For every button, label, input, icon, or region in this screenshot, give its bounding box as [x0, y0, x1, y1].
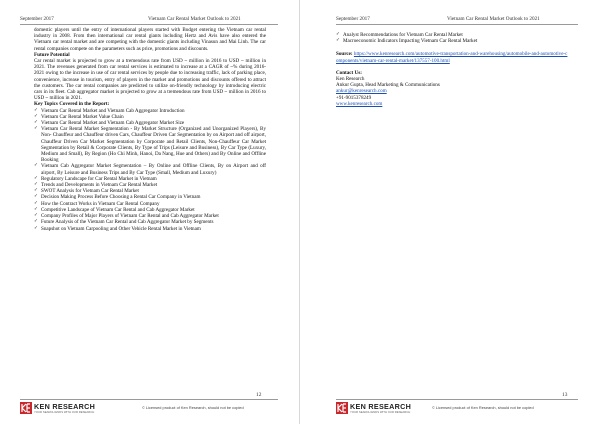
- ken-research-logo-icon: [336, 402, 348, 414]
- topic-text: Vietnam Car Rental Market and Vietnam Cab Aggregator Introduction: [41, 107, 185, 114]
- checkmark-icon: ✓: [34, 182, 38, 188]
- header-rule-right: [336, 24, 578, 25]
- topic-list-item: [34, 226, 266, 232]
- topic-text: Vietnam Car Rental Market and Vietnam Cab Aggregator Market Size: [41, 120, 185, 127]
- checkmark-icon: ✓: [336, 38, 340, 44]
- source-block: [336, 51, 568, 63]
- contact-website-link[interactable]: www.kenresearch.com: [336, 100, 383, 107]
- topic-text: Snapshot on Vietnam Carpooling and Other Vehicle Rental Market in Vietnam: [41, 225, 201, 232]
- topic-text: SWOT Analysis for Vietnam Car Rental Market: [41, 188, 139, 195]
- key-topics-heading: Key Topics Covered in the Report:: [34, 101, 110, 108]
- licensed-notice-left: [142, 405, 244, 410]
- topic-list-item: [336, 38, 568, 44]
- contact-company: Ken Research: [336, 76, 365, 83]
- page-number-left: 12: [256, 392, 262, 398]
- checkmark-icon: ✓: [34, 126, 38, 132]
- source-label: Source:: [336, 51, 353, 58]
- checkmark-icon: ✓: [34, 194, 38, 200]
- ken-research-logo-icon: [20, 402, 32, 414]
- future-potential-paragraph: Car rental market is projected to grow at a tremendous rate from USD ~ million in 2016 to USD ~ million in 2021. The revenues generated from car rental services is estimated to increase at a CAGR of ~% during 2016-2021 owing to the increase in use of car rental services by people due to increasing traffic, lack of parking place, convenience, increase in tourism, entry of players in the market and promotions and discounts offered to attract the customers. The car rental companies are predicted to utilize on-friendly technology by introducing electric cars in its fleet. Cab aggregator market is projected to grow at a tremendous rate from USD ~ million in 2016 to USD ~ million in 2021.: [34, 58, 266, 102]
- topic-text: Regulatory Landscape for Car Rental Market in Vietnam: [41, 175, 157, 182]
- topic-text: Macroeconomic Indicators Impacting Vietnam Car Rental Market: [343, 38, 478, 45]
- topic-text: Vietnam Car Rental Market Value Chain: [41, 113, 124, 120]
- topic-text: Vietnam Cab Aggregator Market Segmentation – By Online and Offline Clients, By on Airport and off airport, By Leisure and Business Trips and By Car Type (Small, Medium and Luxury): [41, 163, 266, 176]
- checkmark-icon: ✓: [34, 107, 38, 113]
- contact-email-link[interactable]: ankur@kenresearch.com: [336, 88, 387, 95]
- footer-rule-left: [20, 399, 278, 400]
- page-number-right: 13: [562, 392, 568, 398]
- topic-text: Future Analysis of the Vietnam Car Rental and Cab Aggregator Market by Segments: [41, 219, 214, 226]
- logo-tagline-right: YOUR SEARCH ENDS WITH OUR RESEARCH: [350, 410, 411, 414]
- ken-research-logo: [20, 401, 96, 417]
- licensed-notice-right: [432, 405, 534, 410]
- contact-block: [336, 70, 568, 107]
- ken-research-logo-right: [336, 401, 412, 417]
- logo-tagline: YOUR SEARCH ENDS WITH OUR RESEARCH: [34, 410, 95, 414]
- header-date: September 2017: [20, 16, 54, 22]
- checkmark-icon: ✓: [34, 188, 38, 194]
- checkmark-icon: ✓: [34, 120, 38, 126]
- header-date-right: September 2017: [336, 16, 370, 22]
- checkmark-icon: ✓: [34, 200, 38, 206]
- topic-text: Vietnam Car Rental Market Segmentation - By Market Structure (Organized and Unorganized Players), By Non- Chauffeur and Chauffeur driven Cars, Chauffeur Driven Car Segmentation by on Airport and off airport, Chauffeur Driven Car Market Segmentation by Corporate and Retail Clients, Non-Chauffeur Car Market Segmentation by Retail & Corporate Clients, By Type of Trips (Leisure and Business), By Car Type (Luxury, Medium and Small), By Region (Ho Chi Minh, Hanoi, Da Nang, Hue and Others) and By Online and Offline Booking: [41, 126, 266, 164]
- licensed-text-right: Licensed product of Ken Research, should not be copied: [435, 405, 534, 410]
- future-potential-heading: Future Potential: [34, 51, 70, 58]
- checkmark-icon: ✓: [336, 32, 340, 37]
- topic-text: How the Contract Works in Vietnam Car Rental Company: [41, 200, 160, 207]
- header-title-right: Vietnam Car Rental Market Outlook to 2021: [447, 16, 540, 22]
- licensed-text-left: Licensed product of Ken Research, should not be copied: [145, 405, 244, 410]
- checkmark-icon: ✓: [34, 225, 38, 231]
- checkmark-icon: ✓: [34, 163, 38, 169]
- topic-text: Competitive Landscape of Vietnam Car Rental and Cab Aggregator Market: [41, 206, 195, 213]
- topic-text: Analyst Recommendations for Vietnam Car Rental Market: [343, 32, 463, 38]
- header-rule: [20, 24, 278, 25]
- copyright-icon: ©: [142, 405, 145, 410]
- key-topics-list-continued: [336, 32, 568, 44]
- contact-heading: Contact Us:: [336, 69, 362, 76]
- contact-phone: +91-9015378249: [336, 94, 372, 101]
- topic-list-item: [34, 163, 266, 175]
- checkmark-icon: ✓: [34, 113, 38, 119]
- checkmark-icon: ✓: [34, 219, 38, 225]
- checkmark-icon: ✓: [34, 213, 38, 219]
- footer-rule-right: [336, 399, 578, 400]
- topic-text: Decision Making Process Before Choosing a Rental Car Company in Vietnam: [41, 194, 201, 201]
- left-body: [34, 27, 266, 232]
- checkmark-icon: ✓: [34, 175, 38, 181]
- checkmark-icon: ✓: [34, 206, 38, 212]
- logo-text: KEN RESEARCH: [34, 402, 96, 411]
- right-body: [336, 32, 568, 107]
- right-page: [300, 0, 600, 424]
- header-title: Vietnam Car Rental Market Outlook to 2021: [148, 16, 241, 22]
- source-link[interactable]: https://www.kenresearch.com/automotive-transportation-and-warehousing/automobile-and-automotive-components/vietnam-car-rental-market/137557-100.html: [336, 51, 568, 64]
- contact-person: Ankur Gupta, Head Marketing & Communications: [336, 82, 440, 89]
- topic-text: Trends and Developments in Vietnam Car Rental Market: [41, 182, 158, 189]
- logo-text-right: KEN RESEARCH: [350, 402, 412, 411]
- topic-list-item: [34, 126, 266, 163]
- key-topics-list: [34, 108, 266, 232]
- copyright-icon: ©: [432, 405, 435, 410]
- topic-text: Company Profiles of Major Players of Vietnam Car Rental and Cab Aggregator Market: [41, 213, 219, 220]
- intro-paragraph: domestic players until the entry of international players started with Budget entering the Vietnam car rental industry in 2008. From then international car rental giants including Hertz and Avis have also entered the Vietnam car rental market and are competing with the domestic giants including Vinasun and Mai Linh. The car rental companies compete on the parameters such as price, promotions and discounts.: [34, 27, 266, 52]
